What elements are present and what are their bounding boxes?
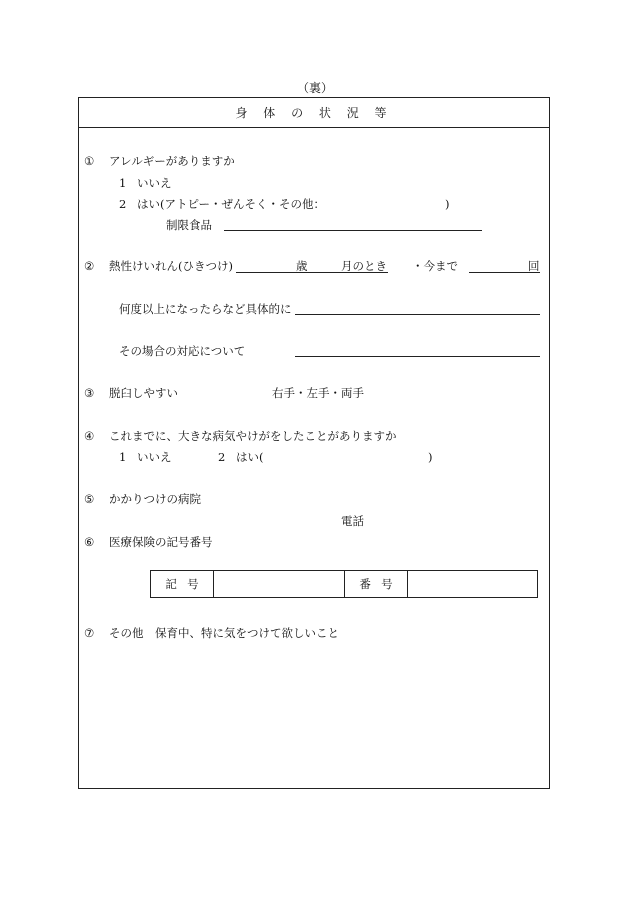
q4-question: これまでに、大きな病気やけがをしたことがありますか [109,429,397,443]
form-title: 身 体 の 状 況 等 [79,98,549,128]
q5-phone-label: 電話 [341,514,364,528]
symbol-input-cell[interactable] [214,571,345,597]
q2-month-unit: 月のとき [341,259,387,273]
q3-hands-options[interactable]: 右手・左手・両手 [272,386,364,400]
q1-option2-label[interactable]: はい(アトピー・ぜんそく・その他： [137,197,326,211]
q5-question: かかりつけの病院 [109,492,201,506]
q1-option2-number: 2 [119,197,127,211]
q2-age-unit: 歳 [296,259,308,273]
q4-option2-number: 2 [218,450,226,464]
q5-number: ⑤ [84,492,95,506]
q1-option1-label[interactable]: いいえ [137,176,172,190]
insurance-table [150,570,538,598]
page-label: （裏） [296,81,333,95]
symbol-label-cell: 記号 [151,571,214,597]
number-input-cell[interactable] [408,571,537,597]
q1-restricted-food-label: 制限食品 [166,218,212,232]
q4-option1-number: 1 [119,450,127,464]
q3-question: 脱臼しやすい [109,386,178,400]
q7-notes-area[interactable] [100,648,540,778]
q4-option1-label[interactable]: いいえ [137,450,172,464]
q6-question: 医療保険の記号番号 [109,535,213,549]
q4-option2-label[interactable]: はい( [236,450,264,464]
q1-option1-number: 1 [119,176,127,190]
q1-question: アレルギーがありますか [109,154,235,168]
q2-threshold-field[interactable] [295,314,540,315]
q7-question: その他 保育中、特に気をつけて欲しいこと [109,626,339,640]
q2-count-unit: 回 [528,259,540,273]
q2-response-field[interactable] [295,356,540,357]
number-label-cell: 番号 [345,571,408,597]
q2-response-label: その場合の対応について [119,344,246,358]
q6-number: ⑥ [84,535,95,549]
q2-until-now: ・今まで [412,259,458,273]
q4-option2-close: ) [428,450,433,464]
q7-number: ⑦ [84,626,95,640]
q1-number: ① [84,154,95,168]
q3-number: ③ [84,386,95,400]
q1-option2-close: ) [445,197,450,211]
q2-threshold-label: 何度以上になったらなど具体的に [119,302,292,316]
q4-number: ④ [84,429,95,443]
q2-number: ② [84,259,95,273]
q2-question: 熱性けいれん(ひきつけ) [109,259,233,273]
q1-restricted-food-field[interactable] [224,230,482,231]
